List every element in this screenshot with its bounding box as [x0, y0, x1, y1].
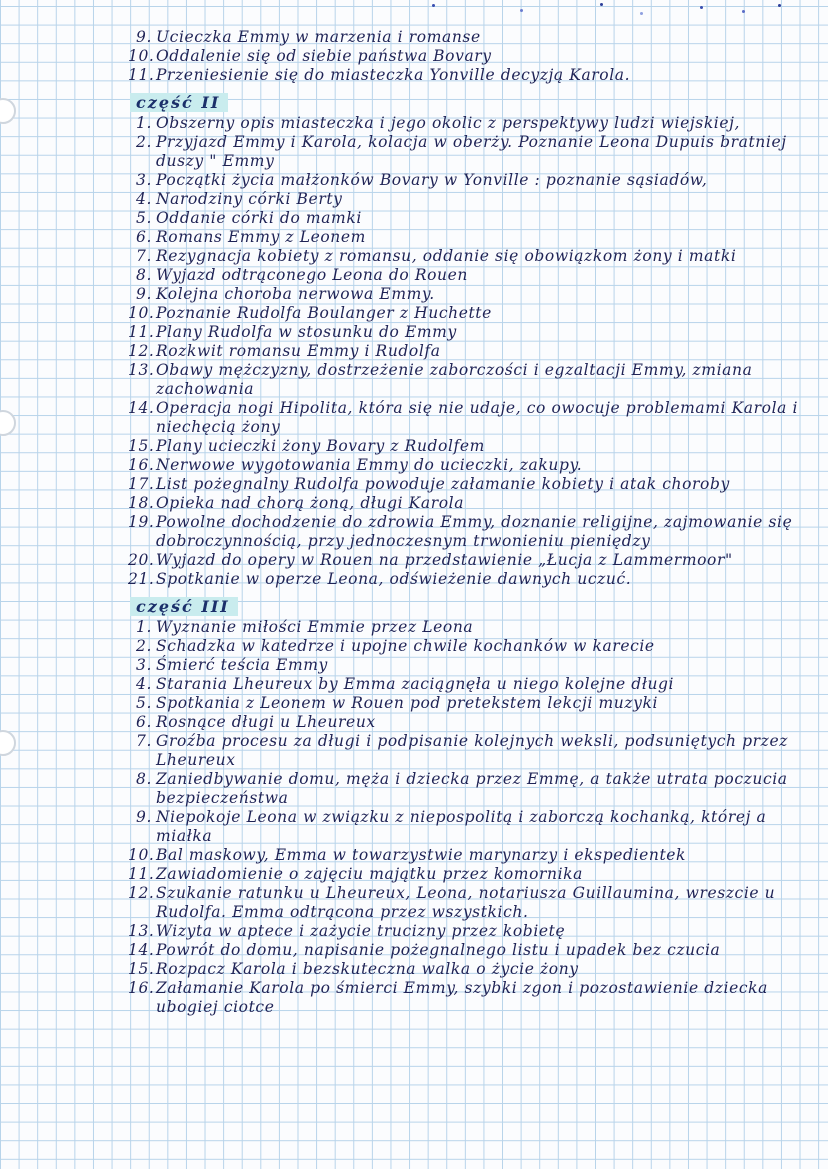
item-number: 18.: [128, 494, 155, 512]
item-text: Niepokoje Leona w związku z niepospolitą i zaborczą kochanką, której a miałka: [156, 808, 767, 845]
item-text: Rosnące długi u Lheureux: [156, 713, 376, 731]
item-number: 10.: [128, 47, 155, 65]
list-item: [128, 770, 818, 808]
item-number: 11.: [128, 865, 155, 883]
list-item: [128, 114, 818, 133]
margin-line: [123, 0, 124, 1169]
item-text: Operacja nogi Hipolita, która się nie udaje, co owocuje problemami Karola i niechęcią żony: [156, 399, 799, 436]
part2-list: [128, 114, 818, 589]
item-text: Spotkania z Leonem w Rouen pod pretekstem lekcji muzyki: [156, 694, 659, 712]
list-item: [128, 637, 818, 656]
list-item: [128, 941, 818, 960]
list-item: [128, 133, 818, 171]
item-number: 3.: [136, 656, 152, 674]
list-item: [128, 456, 818, 475]
item-text: Groźba procesu za długi i podpisanie kolejnych weksli, podsuniętych przez Lheureux: [156, 732, 788, 769]
punch-hole-middle: [0, 410, 16, 436]
item-text: Nerwowe wygotowania Emmy do ucieczki, zakupy.: [156, 456, 583, 474]
list-item: [128, 960, 818, 979]
item-number: 12.: [128, 884, 155, 902]
item-text: Ucieczka Emmy w marzenia i romanse: [156, 28, 481, 46]
item-text: Bal maskowy, Emma w towarzystwie marynarzy i ekspedientek: [156, 846, 687, 864]
item-number: 20.: [128, 551, 155, 569]
item-number: 3.: [136, 171, 152, 189]
torn-edge-decoration: [0, 0, 828, 20]
list-item: [128, 551, 818, 570]
item-text: Oddanie córki do mamki: [156, 209, 362, 227]
list-item: [128, 570, 818, 589]
list-item: [128, 656, 818, 675]
item-number: 13.: [128, 922, 155, 940]
list-item: [128, 190, 818, 209]
item-number: 1.: [136, 618, 152, 636]
item-text: Obawy mężczyzny, dostrzeżenie zaborczości i egzaltacji Emmy, zmiana zachowania: [156, 361, 753, 398]
item-text: Rozkwit romansu Emmy i Rudolfa: [156, 342, 441, 360]
item-text: Plany ucieczki żony Bovary z Rudolfem: [156, 437, 485, 455]
list-item: [128, 513, 818, 551]
item-number: 10.: [128, 846, 155, 864]
item-text: Schadzka w katedrze i upojne chwile kochanków w karecie: [156, 637, 655, 655]
list-item: [128, 323, 818, 342]
item-text: Romans Emmy z Leonem: [156, 228, 366, 246]
item-text: Opieka nad chorą żoną, długi Karola: [156, 494, 465, 512]
list-item: [128, 171, 818, 190]
item-number: 7.: [136, 247, 152, 265]
item-text: Wyjazd do opery w Rouen na przedstawienie „Łucja z Lammermoor": [156, 551, 733, 569]
list-item: [128, 884, 818, 922]
item-text: Powolne dochodzenie do zdrowia Emmy, doznanie religijne, zajmowanie się dobroczynnością, przy jednoczesnym trwonieniu pieniędzy: [156, 513, 793, 550]
item-number: 21.: [128, 570, 155, 588]
list-item: [128, 979, 818, 1017]
handwritten-notes: [128, 28, 818, 1017]
item-text: Powrót do domu, napisanie pożegnalnego listu i upadek bez czucia: [156, 941, 721, 959]
item-text: Oddalenie się od siebie państwa Bovary: [156, 47, 492, 65]
item-number: 15.: [128, 437, 155, 455]
list-item: [128, 285, 818, 304]
item-text: Rezygnacja kobiety z romansu, oddanie się obowiązkom żony i matki: [156, 247, 737, 265]
item-text: Spotkanie w operze Leona, odświeżenie dawnych uczuć.: [156, 570, 632, 588]
item-number: 9.: [136, 28, 152, 46]
item-number: 8.: [136, 770, 152, 788]
punch-hole-bottom: [0, 730, 16, 756]
item-text: Zaniedbywanie domu, męża i dziecka przez Emmę, a także utrata poczucia bezpieczeństwa: [156, 770, 788, 807]
list-item: [128, 28, 818, 47]
list-item: [128, 361, 818, 399]
list-item: [128, 247, 818, 266]
punch-hole-top: [0, 98, 16, 124]
list-item: [128, 808, 818, 846]
item-text: Początki życia małżonków Bovary w Yonville : poznanie sąsiadów,: [156, 171, 708, 189]
item-number: 12.: [128, 342, 155, 360]
item-text: Wyznanie miłości Emmie przez Leona: [156, 618, 474, 636]
item-number: 7.: [136, 732, 152, 750]
item-number: 5.: [136, 694, 152, 712]
item-text: Przyjazd Emmy i Karola, kolacja w oberży. Poznanie Leona Dupuis bratniej duszy " Emmy: [156, 133, 787, 170]
list-item: [128, 494, 818, 513]
list-item: [128, 694, 818, 713]
item-text: Kolejna choroba nerwowa Emmy.: [156, 285, 435, 303]
item-number: 6.: [136, 228, 152, 246]
list-item: [128, 865, 818, 884]
item-text: Starania Lheureux by Emma zaciągnęła u niego kolejne długi: [156, 675, 675, 693]
item-text: Śmierć teścia Emmy: [156, 656, 328, 674]
list-item: [128, 675, 818, 694]
item-number: 11.: [128, 66, 155, 84]
item-number: 16.: [128, 456, 155, 474]
item-number: 4.: [136, 675, 152, 693]
item-text: Załamanie Karola po śmierci Emmy, szybki zgon i pozostawienie dziecka ubogiej ciotce: [156, 979, 768, 1016]
item-text: List pożegnalny Rudolfa powoduje załamanie kobiety i atak choroby: [156, 475, 730, 493]
item-text: Wyjazd odtrąconego Leona do Rouen: [156, 266, 468, 284]
section-heading-part2: część II: [130, 93, 228, 112]
item-number: 16.: [128, 979, 155, 997]
item-number: 15.: [128, 960, 155, 978]
list-item: [128, 304, 818, 323]
item-text: Poznanie Rudolfa Boulanger z Huchette: [156, 304, 492, 322]
item-number: 2.: [136, 133, 152, 151]
list-item: [128, 47, 818, 66]
item-text: Rozpacz Karola i bezskuteczna walka o życie żony: [156, 960, 579, 978]
item-number: 14.: [128, 399, 155, 417]
list-item: [128, 342, 818, 361]
list-item: [128, 209, 818, 228]
item-text: Obszerny opis miasteczka i jego okolic z perspektywy ludzi wiejskiej,: [156, 114, 741, 132]
item-number: 14.: [128, 941, 155, 959]
item-text: Zawiadomienie o zajęciu majątku przez komornika: [156, 865, 584, 883]
item-number: 19.: [128, 513, 155, 531]
item-number: 17.: [128, 475, 155, 493]
section-heading-part3: część III: [130, 597, 238, 616]
list-item: [128, 228, 818, 247]
item-number: 5.: [136, 209, 152, 227]
list-item: [128, 846, 818, 865]
item-text: Plany Rudolfa w stosunku do Emmy: [156, 323, 457, 341]
item-number: 6.: [136, 713, 152, 731]
list-item: [128, 437, 818, 456]
item-number: 9.: [136, 285, 152, 303]
list-item: [128, 399, 818, 437]
item-number: 4.: [136, 190, 152, 208]
item-number: 10.: [128, 304, 155, 322]
part1-tail-list: [128, 28, 818, 85]
item-number: 11.: [128, 323, 155, 341]
item-number: 2.: [136, 637, 152, 655]
item-number: 8.: [136, 266, 152, 284]
list-item: [128, 618, 818, 637]
list-item: [128, 732, 818, 770]
item-text: Przeniesienie się do miasteczka Yonville decyzją Karola.: [156, 66, 631, 84]
item-number: 1.: [136, 114, 152, 132]
part3-list: [128, 618, 818, 1017]
list-item: [128, 475, 818, 494]
item-text: Wizyta w aptece i zażycie trucizny przez kobietę: [156, 922, 566, 940]
item-text: Narodziny córki Berty: [156, 190, 343, 208]
list-item: [128, 66, 818, 85]
list-item: [128, 922, 818, 941]
item-number: 13.: [128, 361, 155, 379]
list-item: [128, 266, 818, 285]
item-number: 9.: [136, 808, 152, 826]
list-item: [128, 713, 818, 732]
item-text: Szukanie ratunku u Lheureux, Leona, notariusza Guillaumina, wreszcie u Rudolfa. Emma odtrącona przez wszystkich.: [156, 884, 776, 921]
